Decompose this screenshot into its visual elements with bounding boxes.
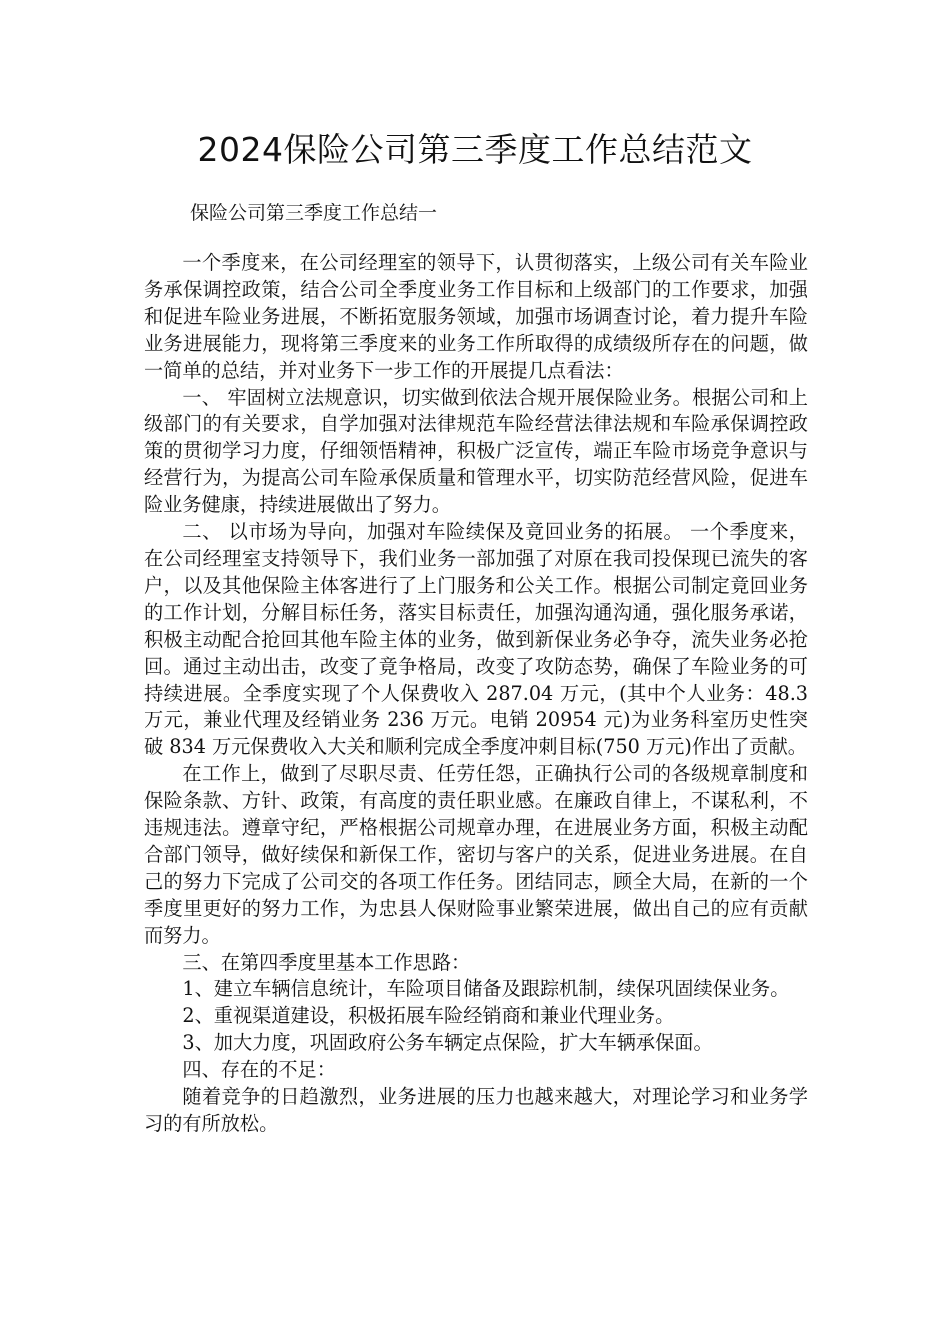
paragraph-work-attitude: 在工作上，做到了尽职尽责、任劳任怨，正确执行公司的各级规章制度和保险条款、方针、政策，有高度的责任职业感。在廉政自律上，不谋私利，不违规违法。遵章守纪，严格根据公司规章办理，在进展业务方面，积极主动配合部门领导，做好续保和新保工作，密切与客户的关系，促进业务进展。在自己的努力下完成了公司交的各项工作任务。团结同志，顾全大局，在新的一个季度里更好的努力工作，为忠县人保财险事业繁荣进展，做出自己的应有贡献而努力。 xyxy=(144,762,808,947)
paragraph-section-1: 一、 牢固树立法规意识，切实做到依法合规开展保险业务。根据公司和上级部门的有关要求，自学加强对法律规范车险经营法律法规和车险承保调控政策的贯彻学习力度，仔细领悟精神，积极广泛宣传，端正车险市场竞争意识与经营行为，为提高公司车险承保质量和管理水平，切实防范经营风险，促进车险业务健康，持续进展做出了努力。 xyxy=(144,385,808,517)
document-title: 2024保险公司第三季度工作总结范文 xyxy=(197,130,753,169)
paragraph-section-3-heading: 三、在第四季度里基本工作思路： xyxy=(182,950,471,974)
document-subtitle: 保险公司第三季度工作总结一 xyxy=(190,202,438,224)
paragraph-intro: 一个季度来，在公司经理室的领导下，认贯彻落实，上级公司有关车险业务承保调控政策，结合公司全季度业务工作目标和上级部门的工作要求，加强和促进车险业务进展，不断拓宽服务领域，加强市场调查讨论，着力提升车险业务进展能力，现将第三季度来的业务工作所取得的成绩级所存在的问题，做一简单的总结，并对业务下一步工作的开展提几点看法： xyxy=(144,251,808,382)
paragraph-plan-item-2: 2、重视渠道建设，积极拓展车险经销商和兼业代理业务。 xyxy=(182,1004,675,1028)
document-body xyxy=(144,250,808,1138)
paragraph-plan-item-3: 3、加大力度，巩固政府公务车辆定点保险，扩大车辆承保面。 xyxy=(182,1031,713,1055)
paragraph-section-4-heading: 四、存在的不足： xyxy=(182,1058,336,1082)
paragraph-plan-item-1: 1、建立车辆信息统计，车险项目储备及跟踪机制，续保巩固续保业务。 xyxy=(182,977,790,1001)
paragraph-section-2: 二、 以市场为导向，加强对车险续保及竟回业务的拓展。 一个季度来，在公司经理室支持领导下，我们业务一部加强了对原在我司投保现已流失的客户，以及其他保险主体客进行了上门服务和公关工作。根据公司制定竟回业务的工作计划，分解目标任务，落实目标责任，加强沟通沟通，强化服务承诺，积极主动配合抢回其他车险主体的业务，做到新保业务必争夺，流失业务必抢回。通过主动出击，改变了竟争格局，改变了攻防态势，确保了车险业务的可持续进展。全季度实现了个人保费收入 287.04 万元，(其中个人业务：48.3 万元，兼业代理及经销业务 236 万元。电销 20954 元)为业务科室历史性突破 834 万元保费收入大关和顺利完成全季度冲刺目标(750 万元)作出了贡献。 xyxy=(144,520,808,759)
paragraph-shortcomings: 随着竞争的日趋激烈，业务进展的压力也越来越大，对理论学习和业务学习的有所放松。 xyxy=(144,1085,808,1135)
